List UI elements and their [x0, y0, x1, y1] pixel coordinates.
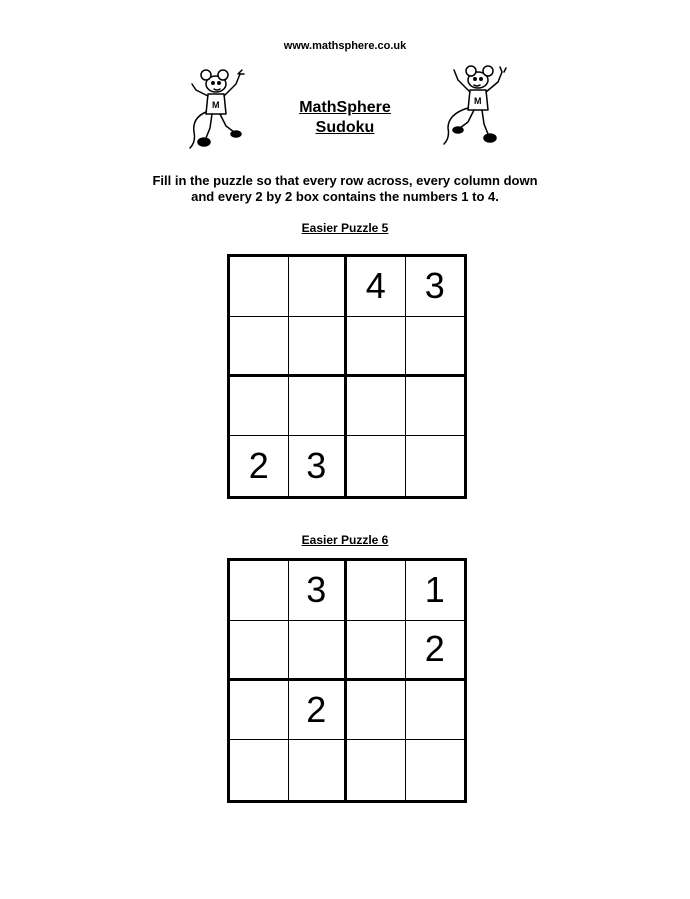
sudoku-cell[interactable]: 2: [289, 681, 348, 741]
sudoku-cell[interactable]: [406, 436, 465, 496]
website-url: www.mathsphere.co.uk: [283, 40, 407, 52]
sudoku-cell[interactable]: [347, 740, 406, 800]
sudoku-cell[interactable]: 3: [289, 561, 348, 621]
sudoku-cell[interactable]: [289, 621, 348, 681]
instructions: [0, 173, 690, 205]
sudoku-cell[interactable]: 2: [406, 621, 465, 681]
puzzle-title: Easier Puzzle 6: [301, 533, 389, 547]
sudoku-cell[interactable]: 2: [230, 436, 289, 496]
sudoku-cell[interactable]: [406, 377, 465, 437]
brand-subtitle: Sudoku: [315, 119, 375, 136]
sudoku-cell[interactable]: [230, 621, 289, 681]
sudoku-cell[interactable]: 3: [289, 436, 348, 496]
sudoku-cell[interactable]: [289, 377, 348, 437]
sudoku-cell[interactable]: 1: [406, 561, 465, 621]
sudoku-cell[interactable]: [406, 740, 465, 800]
instructions-line-1: Fill in the puzzle so that every row across, every column down: [152, 173, 538, 188]
instructions-line-2: and every 2 by 2 box contains the numbers 1 to 4.: [191, 189, 499, 204]
sudoku-cell[interactable]: [347, 377, 406, 437]
mouse-mascot-icon: [436, 58, 508, 150]
sudoku-cell[interactable]: [230, 377, 289, 437]
brand-title: [0, 98, 690, 138]
sudoku-cell[interactable]: [230, 561, 289, 621]
sudoku-cell[interactable]: [230, 317, 289, 377]
puzzle-title: Easier Puzzle 5: [301, 221, 389, 235]
sudoku-cell[interactable]: [406, 681, 465, 741]
svg-text:M: M: [212, 100, 220, 110]
sudoku-grid: [227, 254, 467, 499]
sudoku-cell[interactable]: [230, 257, 289, 317]
sudoku-cell[interactable]: [347, 317, 406, 377]
sudoku-cell[interactable]: 4: [347, 257, 406, 317]
sudoku-cell[interactable]: [230, 740, 289, 800]
sudoku-cell[interactable]: [289, 317, 348, 377]
sudoku-cell[interactable]: [347, 561, 406, 621]
sudoku-cell[interactable]: [230, 681, 289, 741]
svg-text:M: M: [474, 96, 482, 106]
sudoku-cell[interactable]: [289, 740, 348, 800]
sudoku-cell[interactable]: [347, 681, 406, 741]
brand-name: MathSphere: [299, 99, 391, 116]
sudoku-grid: [227, 558, 467, 803]
sudoku-cell[interactable]: [406, 317, 465, 377]
sudoku-cell[interactable]: 3: [406, 257, 465, 317]
sudoku-cell[interactable]: [289, 257, 348, 317]
sudoku-cell[interactable]: [347, 621, 406, 681]
sudoku-cell[interactable]: [347, 436, 406, 496]
